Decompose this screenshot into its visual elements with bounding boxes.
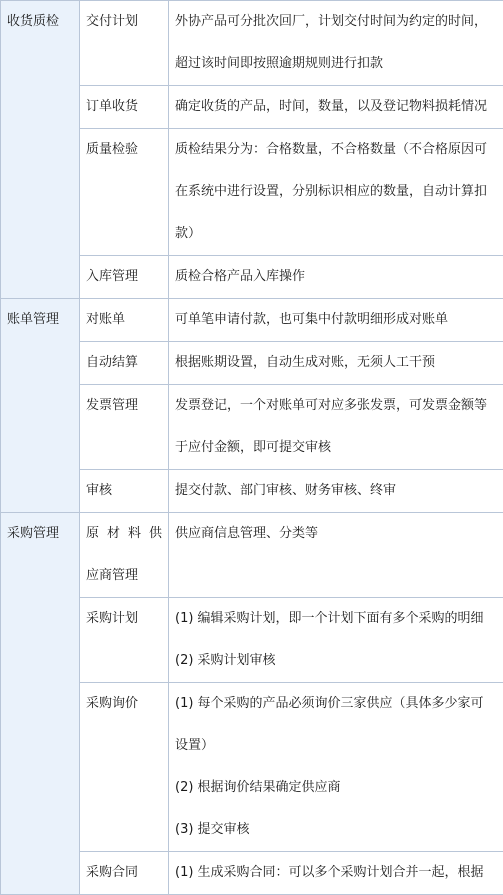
- item-cell: 采购计划: [80, 598, 169, 683]
- item-cell: 质量检验: [80, 129, 169, 256]
- category-cell: 收货质检: [1, 1, 80, 299]
- description-cell: 外协产品可分批次回厂，计划交付时间为约定的时间， 超过该时间即按照逾期规则进行扣款: [169, 1, 503, 86]
- item-cell: 交付计划: [80, 1, 169, 86]
- table-row: [1, 513, 503, 598]
- description-cell: 根据账期设置，自动生成对账，无须人工干预: [169, 342, 503, 385]
- description-cell: 确定收货的产品，时间，数量，以及登记物料损耗情况: [169, 86, 503, 129]
- item-cell: 发票管理: [80, 385, 169, 470]
- item-cell: 原材料供 应商管理: [80, 513, 169, 598]
- table-row: [1, 299, 503, 342]
- category-cell: 账单管理: [1, 299, 80, 513]
- description-cell: 供应商信息管理、分类等: [169, 513, 503, 598]
- table-row: [1, 1, 503, 86]
- description-cell: (1) 编辑采购计划，即一个计划下面有多个采购的明细 (2) 采购计划审核: [169, 598, 503, 683]
- item-cell: 自动结算: [80, 342, 169, 385]
- item-cell: 入库管理: [80, 256, 169, 299]
- item-cell: 对账单: [80, 299, 169, 342]
- item-cell: 审核: [80, 470, 169, 513]
- description-cell: 可单笔申请付款，也可集中付款明细形成对账单: [169, 299, 503, 342]
- description-cell: (1) 每个采购的产品必须询价三家供应（具体多少家可 设置） (2) 根据询价结果确定供应商 (3) 提交审核: [169, 683, 503, 852]
- description-cell: 质检合格产品入库操作: [169, 256, 503, 299]
- item-cell: 订单收货: [80, 86, 169, 129]
- description-cell: (1) 生成采购合同：可以多个采购计划合并一起，根据: [169, 852, 503, 895]
- description-cell: 质检结果分为：合格数量，不合格数量（不合格原因可 在系统中进行设置，分别标识相应的数量，自动计算扣 款）: [169, 129, 503, 256]
- description-cell: 提交付款、部门审核、财务审核、终审: [169, 470, 503, 513]
- item-cell: 采购合同: [80, 852, 169, 895]
- item-cell: 采购询价: [80, 683, 169, 852]
- description-cell: 发票登记，一个对账单可对应多张发票，可发票金额等 于应付金额，即可提交审核: [169, 385, 503, 470]
- category-cell: 采购管理: [1, 513, 80, 895]
